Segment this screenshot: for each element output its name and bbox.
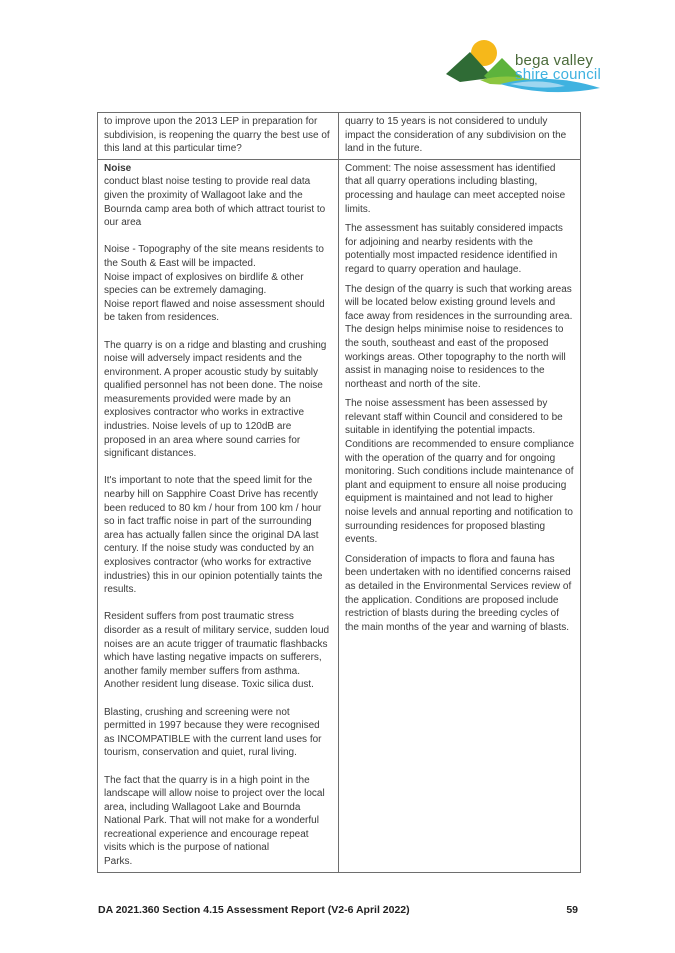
submission-cell [98, 113, 339, 160]
page-number: 59 [566, 904, 578, 916]
table-row [98, 159, 581, 872]
submission-paragraph: The quarry is on a ridge and blasting and crushing noise will adversely impact residents and the environment. A proper acoustic study by suitably qualified personnel has not been done. The noise measurements provided were made by an explosives contractor who works in extractive industries. Noise levels of up to 120dB are proposed in an area where sound carries for significant distances. [104, 339, 327, 460]
submissions-table [97, 112, 581, 873]
council-logo [440, 36, 655, 98]
response-paragraph: The design of the quarry is such that working areas will be located below existing ground levels and face away from residences in the surrounding area. The design helps minimise noise to residences to the south, southeast and east of the proposed workings areas. Other topography to the north will assist in managing noise to residences to the northeast and north of the site. [345, 283, 573, 390]
submission-paragraph: Blasting, crushing and screening were not permitted in 1997 because they were recognised as INCOMPATIBLE with the current land uses for tourism, conservation and quiet, rural living. [104, 706, 322, 759]
response-cell [339, 159, 581, 872]
submission-cell [98, 159, 339, 872]
submission-paragraph: Noise - Topography of the site means residents to the South & East will be impacted. Noise impact of explosives on birdlife & other species can be extremely damaging. Noise report flawed and noise assessment should be taken from residences. [104, 244, 325, 324]
response-paragraph: The assessment has suitably considered impacts for adjoining and nearby residents with the potentially most impacted residence identified in regard to quarry operation and haulage. [345, 223, 563, 275]
response-text: quarry to 15 years is not considered to unduly impact the consideration of any subdivision on the land in the future. [345, 116, 567, 155]
submission-paragraph: conduct blast noise testing to provide real data given the proximity of Wallagoot lake and the Bournda camp area both of which attract tourist to our area [104, 176, 326, 229]
footer-title: DA 2021.360 Section 4.15 Assessment Report (V2-6 April 2022) [98, 904, 410, 916]
response-paragraph: Comment: The noise assessment has identified that all quarry operations including blasting, processing and haulage can meet accepted noise limits. [345, 162, 566, 215]
response-paragraph: The noise assessment has been assessed by relevant staff within Council and considered to be suitable in identifying the potential impacts. Conditions are recommended to ensure compliance with the operation of the quarry and for ongoing monitoring. Such conditions include maintenance of plant and equipment to ensure all noise producing equipment is maintained and not lead to higher noise levels and annual reporting and notification to surrounding residences for proposed blasting events. [345, 398, 575, 546]
response-paragraph: Consideration of impacts to flora and fauna has been undertaken with no identified concerns raised as detailed in the Environmental Services review of the application. Conditions are proposed include restriction of blasts during the breeding cycles of the main months of the year and warning of blasts. [345, 553, 572, 633]
submission-paragraph: Resident suffers from post traumatic stress disorder as a result of military service, sudden loud noises are an acute trigger of traumatic flashbacks which have lasting negative impacts on sufferers, another family member suffers from asthma. Another resident lung disease. Toxic silica dust. [104, 611, 330, 691]
submission-paragraph: It's important to note that the speed limit for the nearby hill on Sapphire Coast Drive has recently been reduced to 80 km / hour from 100 km / hour so in fact traffic noise in part of the surrounding area has actually fallen since the original DA last century. If the noise study was conducted by an explosives contractor (who works for extractive industries) this in our opinion potentially taints the results. [104, 475, 323, 596]
issue-heading: Noise [104, 162, 132, 174]
page-footer [98, 904, 578, 916]
table-row [98, 113, 581, 160]
logo-text-line2: shire council [515, 66, 601, 83]
submission-text: to improve upon the 2013 LEP in preparation for subdivision, is reopening the quarry the best use of this land at this particular time? [104, 116, 330, 155]
response-cell [339, 113, 581, 160]
logo-text-line1: bega valley [515, 52, 594, 69]
submission-paragraph: The fact that the quarry is in a high point in the landscape will allow noise to project over the local area, including Wallagoot Lake and Bournda National Park. That will not make for a wonderful recreational experience and encourage repeat visits which is the purpose of national Parks. [104, 774, 325, 868]
